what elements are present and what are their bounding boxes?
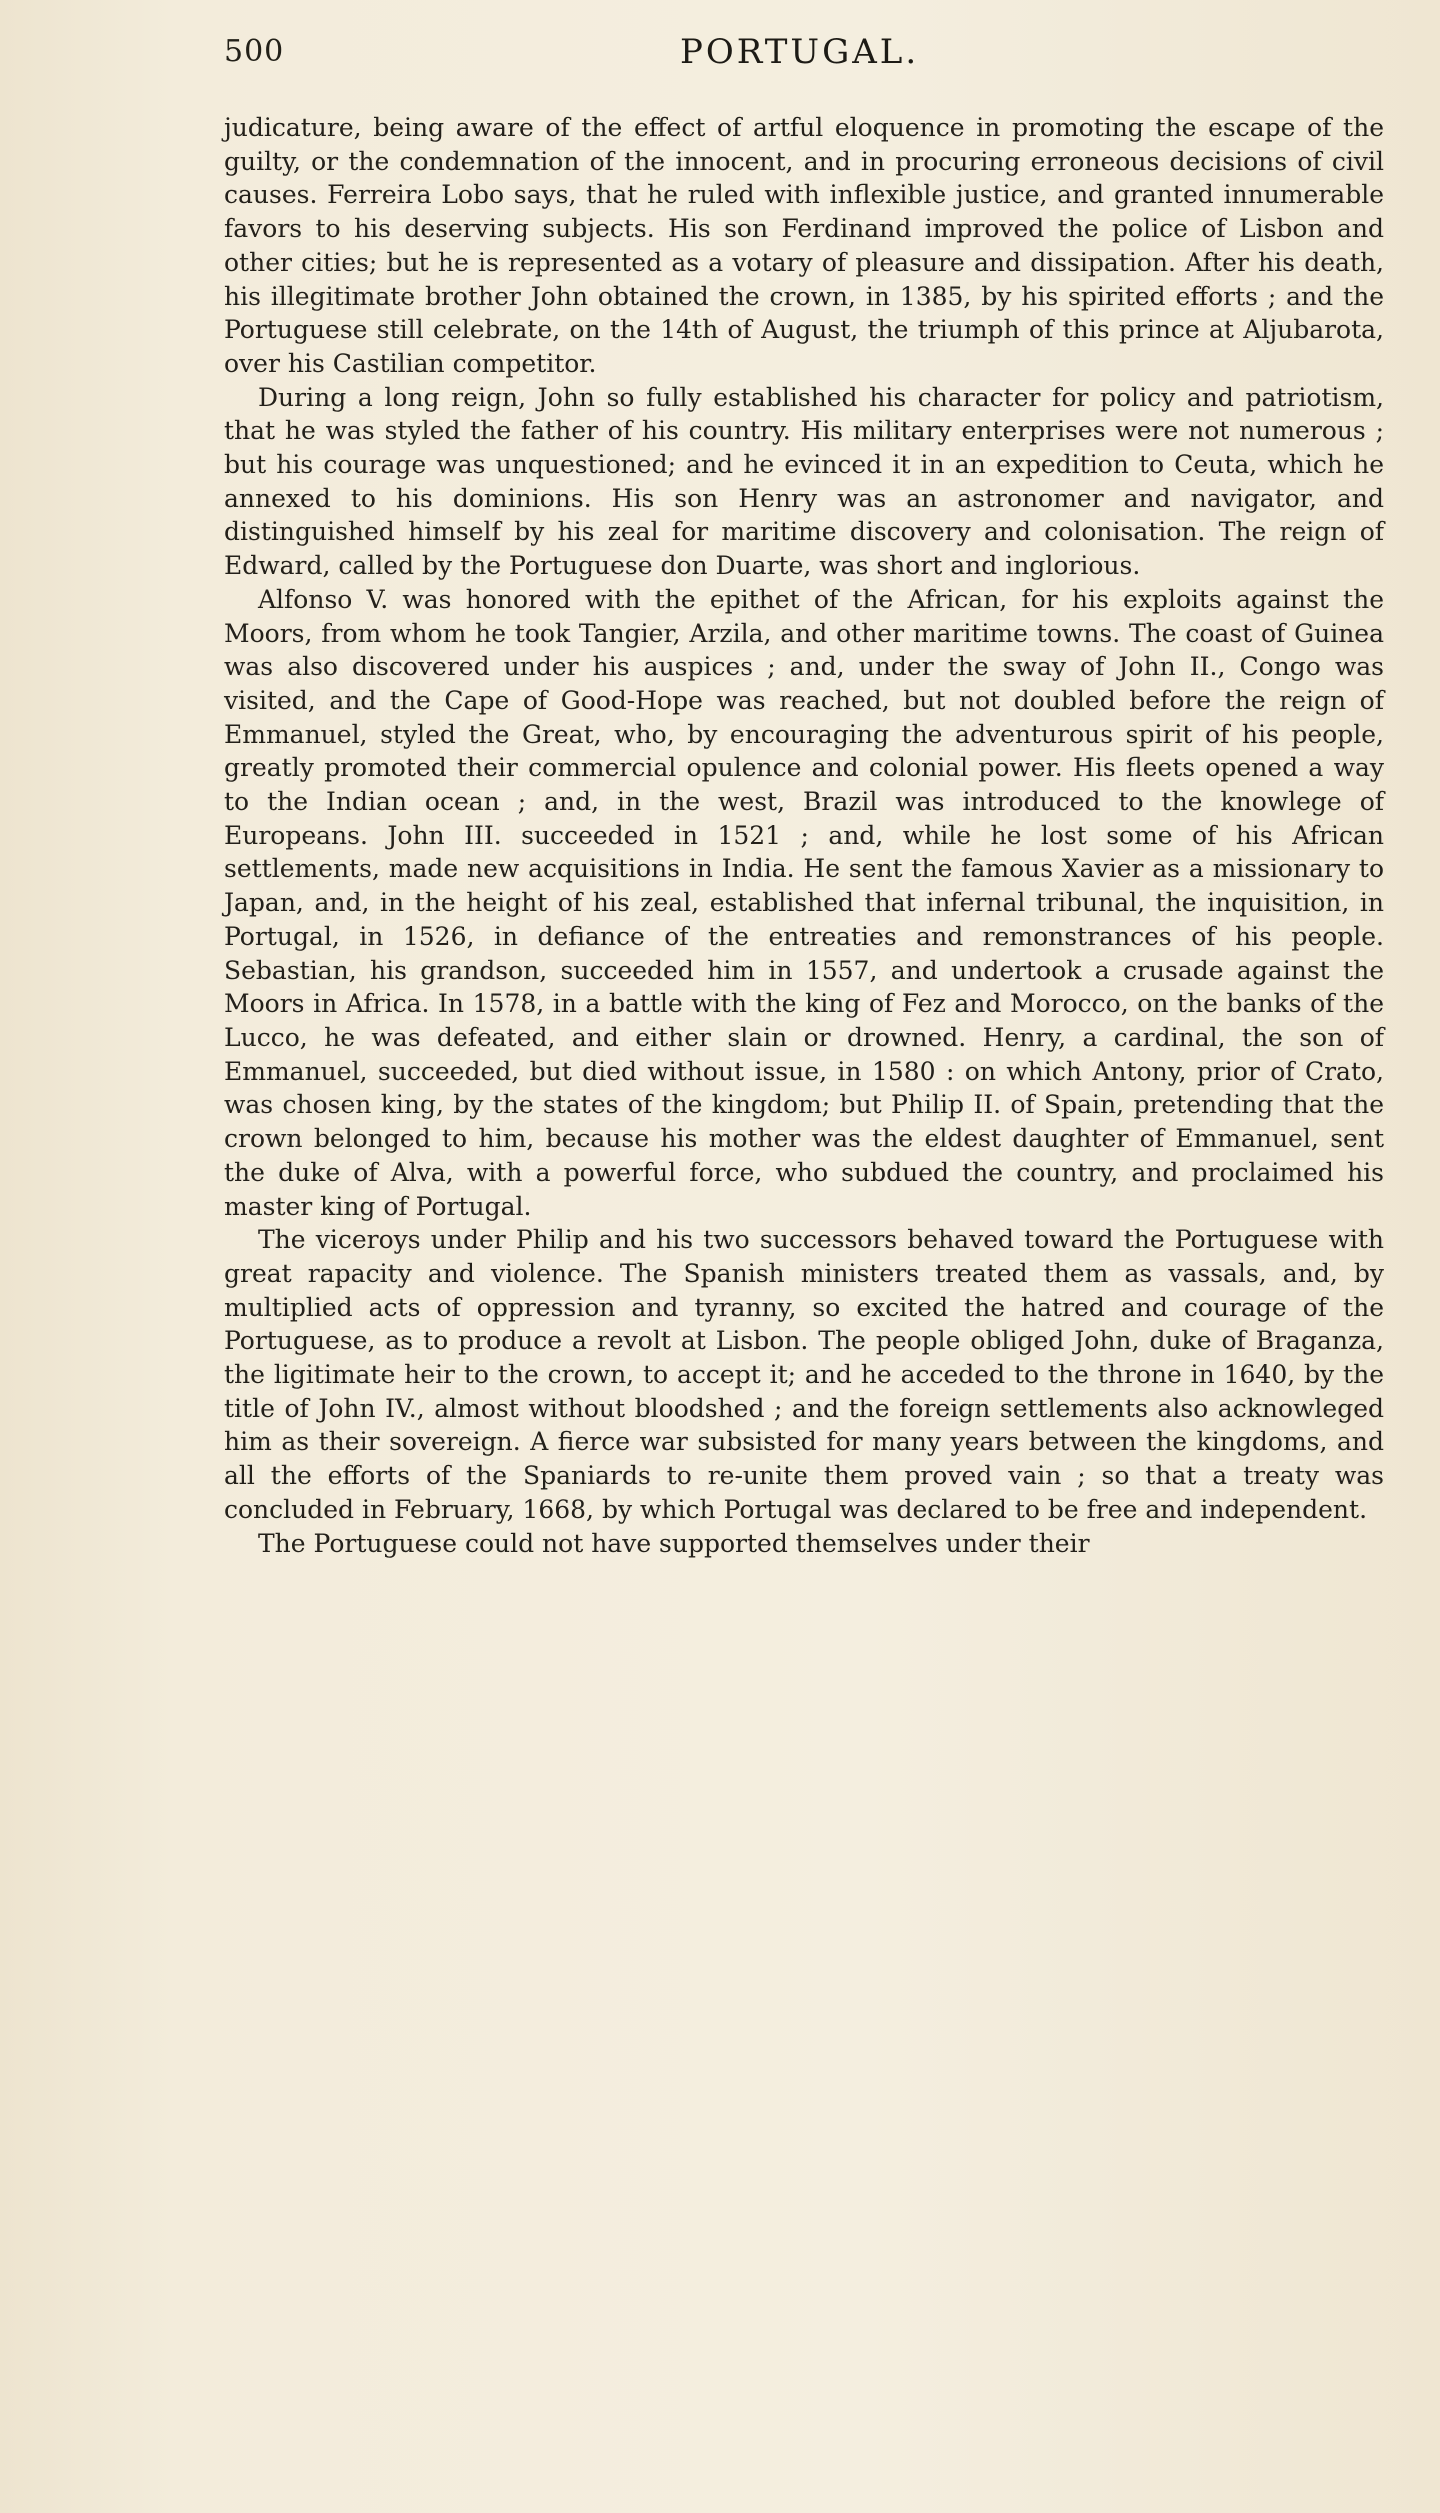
- paragraph-alfonso: Alfonso V. was honored with the epithet of the African, for his exploits against the Moors, from whom he took Tangier, Arzila, and other maritime towns. The coast of Guinea was also discovered under his auspices ; and, under the sway of John II., Congo was visited, and the Cape of Good-Hope was reached, but not doubled before the reign of Emmanuel, styled the Great, who, by encouraging the adventurous spirit of his people, greatly promoted their commercial opulence and colonial power. His fleets opened a way to the Indian ocean ; and, in the west, Brazil was introduced to the knowlege of Europeans. John III. succeeded in 1521 ; and, while he lost some of his African settlements, made new acquisitions in India. He sent the famous Xavier as a missionary to Japan, and, in the height of his zeal, established that infernal tribunal, the inquisition, in Portugal, in 1526, in defiance of the entreaties and remonstrances of his people. Sebastian, his grandson, succeeded him in 1557, and undertook a crusade against the Moors in Africa. In 1578, in a battle with the king of Fez and Morocco, on the banks of the Lucco, he was defeated, and either slain or drowned. Henry, a cardinal, the son of Emmanuel, succeeded, but died without issue, in 1580 : on which Antony, prior of Crato, was chosen king, by the states of the kingdom; but Philip II. of Spain, pretending that the crown belonged to him, because his mother was the eldest daughter of Emmanuel, sent the duke of Alva, with a powerful force, who subdued the country, and proclaimed his master king of Portugal.: [224, 584, 1384, 1221]
- body-text: [224, 111, 1384, 1560]
- paragraph-portuguese-closing: The Portuguese could not have supported themselves under their: [258, 1528, 1090, 1558]
- page-number: 500: [224, 34, 285, 69]
- page-header: [224, 34, 1384, 84]
- paragraph-continuation: judicature, being aware of the effect of artful eloquence in promoting the escape of the guilty, or the condemnation of the innocent, and in procuring erroneous decisions of civil causes. Ferreira Lobo says, that he ruled with inflexible justice, and granted innumerable favors to his deserving subjects. His son Ferdinand improved the police of Lisbon and other cities; but he is represented as a votary of pleasure and dissipation. After his death, his illegitimate brother John obtained the crown, in 1385, by his spirited efforts ; and the Portuguese still celebrate, on the 14th of August, the triumph of this prince at Aljubarota, over his Castilian competitor.: [224, 113, 1384, 378]
- paragraph-viceroys: The viceroys under Philip and his two successors behaved toward the Portuguese with great rapacity and violence. The Spanish ministers treated them as vassals, and, by multiplied acts of oppression and tyranny, so excited the hatred and courage of the Portuguese, as to produce a revolt at Lisbon. The people obliged John, duke of Braganza, the ligitimate heir to the crown, to accept it; and he acceded to the throne in 1640, by the title of John IV., almost without bloodshed ; and the foreign settlements also acknowleged him as their sovereign. A fierce war subsisted for many years between the kingdoms, and all the efforts of the Spaniards to re-unite them proved vain ; so that a treaty was concluded in February, 1668, by which Portugal was declared to be free and independent.: [224, 1225, 1384, 1524]
- running-title: PORTUGAL.: [680, 32, 920, 72]
- paragraph-john-reign: During a long reign, John so fully established his character for policy and patriotism, that he was styled the father of his country. His military enterprises were not numerous ; but his courage was unquestioned; and he evinced it in an expedition to Ceuta, which he annexed to his dominions. His son Henry was an astronomer and navigator, and distinguished himself by his zeal for maritime discovery and colonisation. The reign of Edward, called by the Portuguese don Duarte, was short and inglorious.: [224, 382, 1384, 581]
